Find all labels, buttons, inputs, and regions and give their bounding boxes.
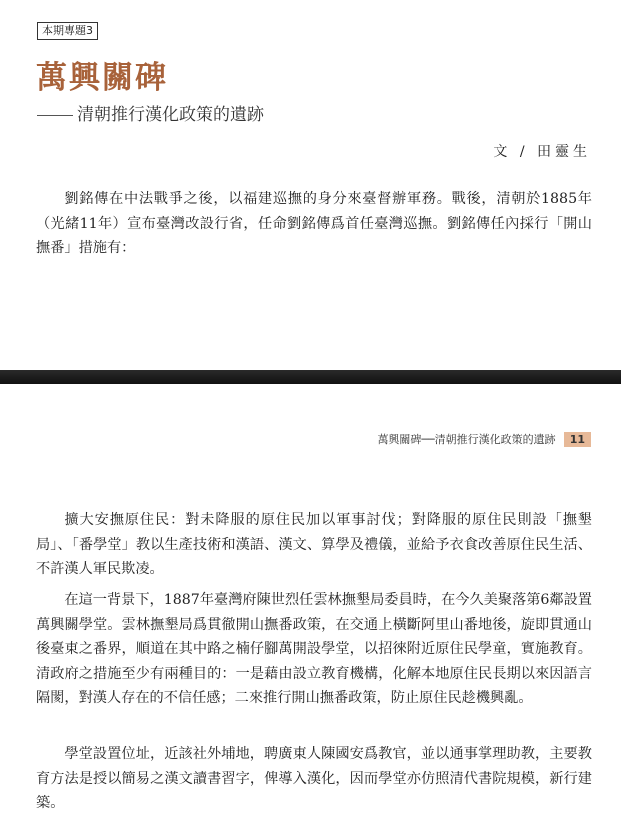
top-page	[0, 0, 621, 370]
body-paragraph-3: 學堂設置位址，近該社外埔地，聘廣東人陳國安爲教官，並以通事掌理助教，主要教育方法是授以簡易之漢文讀書習字，俾導入漢化，因而學堂亦仿照清代書院規模，新行建築。	[36, 746, 592, 811]
subtitle-text: 清朝推行漢化政策的遺跡	[77, 105, 264, 125]
intro-paragraph: 劉銘傳在中法戰爭之後，以福建巡撫的身分來臺督辦軍務。戰後，清朝於1885年（光緒11年）宣布臺灣改設行省，任命劉銘傳爲首任臺灣巡撫。劉銘傳任內採行「開山撫番」措施有：	[36, 191, 592, 256]
article-subtitle	[37, 100, 264, 125]
body-paragraph-2: 在這一背景下，1887年臺灣府陳世烈任雲林撫墾局委員時，在今久美聚落第6鄰設置萬興關學堂。雲林撫墾局爲貫徹開山撫番政策，在交通上橫斷阿里山番地後，旋即貫通山後臺東之番界，順道在其中路之楠仔腳萬開設學堂，以招徠附近原住民學童，實施教育。清政府之措施至少有兩種目的：一是藉由設立教育機構，化解本地原住民長期以來因語言隔閡，對漢人存在的不信任感；二來推行開山撫番政策，防止原住民趁機興亂。	[36, 592, 592, 706]
page-number: 11	[564, 432, 591, 447]
running-head	[377, 431, 591, 447]
author-byline: 文 / 田靈生	[493, 144, 591, 160]
body-paragraph-1: 擴大安撫原住民：對未降服的原住民加以軍事討伐；對降服的原住民則設「撫墾局」、「番學堂」教以生產技術和漢語、漢文、算學及禮儀，並給予衣食改善原住民生活、不許漢人軍民欺凌。	[36, 512, 592, 577]
running-head-text: 萬興關碑──清朝推行漢化政策的遺跡	[377, 433, 556, 446]
article-title: 萬興關碑	[36, 60, 168, 96]
page-separator	[0, 370, 621, 384]
subtitle-dash	[37, 115, 73, 116]
section-tag: 本期專題3	[37, 22, 98, 40]
